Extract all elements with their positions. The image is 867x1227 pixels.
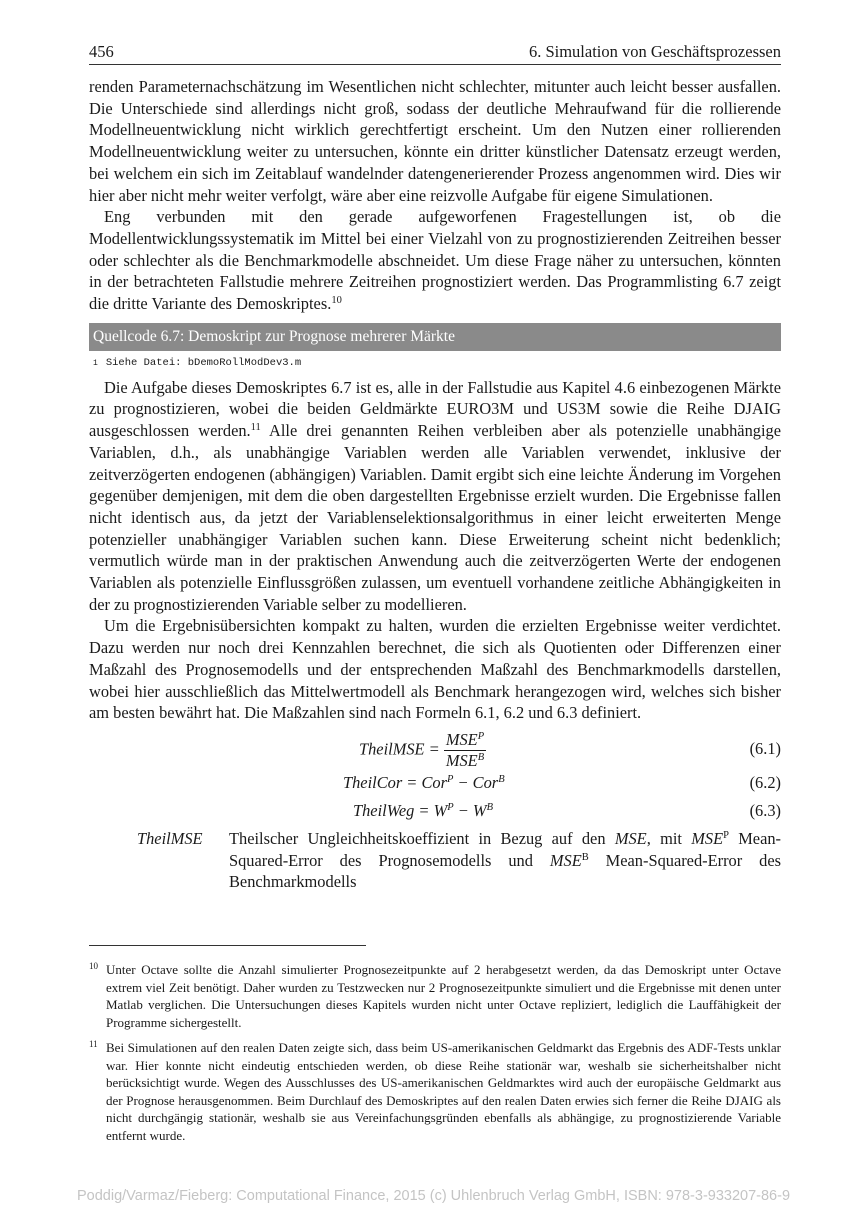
equation-6-1: TheilMSE = $\frac{MSE^P}{MSE^B}$ [359, 729, 485, 770]
paragraph-4: Um die Ergebnisübersichten kompakt zu halten, wurden die erzielten Ergebnisse weiter verdichtet. Dazu werden nur noch drei Kennzahlen berechnet, die sich als Quotienten oder Differenzen einer Maßzahl des Prognosemodells und der entsprechenden Maßzahl des Benchmarkmodells darstellen, wobei hier ausschließlich das Mittelwertmodell als Benchmark herangezogen wird, welches sich bisher am besten bewährt hat. Die Maßzahlen sind nach Formeln 6.1, 6.2 und 6.3 definiert. [89, 616, 781, 723]
footnote-ref-10[interactable]: 10 [331, 295, 342, 307]
main-text [89, 76, 781, 894]
listing-code-line [89, 351, 781, 377]
copyright-footer: Poddig/Varmaz/Fieberg: Computational Finance, 2015 (c) Uhlenbruch Verlag GmbH, ISBN: 978-3-933207-86-9 [76, 1188, 791, 1204]
footnote-text: Unter Octave sollte die Anzahl simulierter Prognosezeitpunkte auf 2 herabgesetzt werden, da das Demoskript unter Octave extrem viel Zeit benötigt. Daher wurden zu Testzwecken nur 2 Prognosezeitpunkte simuliert und die Ergebnisse mit denen unter Matlab verglichen. Die Untersuchungen dieses Kapitels wurden nicht unter Octave repliziert, lediglich die Lauffähigkeit der Programme sichergestellt. [106, 962, 781, 1030]
line-number: 1 [93, 358, 98, 368]
paragraph-2: Eng verbunden mit den gerade aufgeworfenen Fragestellungen ist, ob die Modellentwicklungssystematik im Mittel bei einer Vielzahl von zu prognostizierenden Zeitreihen besser oder schlechter als die Benchmarkmodelle abschneidet. Um diese Frage näher zu untersuchen, könnten in der betrachteten Fallstudie mehrere Zeitreihen prognostiziert werden. Das Programmlisting 6.7 zeigt die dritte Variante des Demoskriptes.$^{10}$ [89, 207, 781, 314]
footnote-mark: 10 [89, 961, 98, 971]
equation-number-6-3: (6.3) [749, 800, 781, 820]
equation-6-2: TheilCor = Cor$^P$ − Cor$^B$ [343, 772, 505, 792]
equation-6-3: TheilWeg = $W^P - W^B$ [353, 800, 493, 820]
footnote-mark: 11 [89, 1039, 98, 1049]
footnote-divider [89, 945, 366, 946]
footnotes [89, 961, 781, 1152]
fraction: $\frac{MSE^P}{MSE^B}$ [445, 729, 485, 770]
equation-number-6-1: (6.1) [749, 738, 781, 758]
footnote-ref-11[interactable]: 11 [250, 422, 261, 434]
equations-block [89, 726, 781, 824]
chapter-title: 6. Simulation von Geschäftsprozessen [528, 42, 781, 61]
equation-number-6-2: (6.2) [749, 772, 781, 792]
definition-term: TheilMSE [137, 828, 203, 848]
page-number: 456 [89, 42, 114, 61]
footnote-text: Bei Simulationen auf den realen Daten zeigte sich, dass beim US-amerikanischen Geldmarkt das Ergebnis des ADF-Tests unklar war. Hier konnte nicht eindeutig entschieden werden, ob diese Reihe stationär war, weshalb sie sicherheitshalber nicht berücksichtigt wurde. Wegen des Ausschlusses des US-amerikanischen Geldmarktes wird auch der europäische Geldmarkt aus der Prognose herausgenommen. Beim Durchlauf des Demoskriptes auf den realen Daten erwies sich ferner die Reihe DJAIG als nicht durchgängig stationär, weshalb sie aus Vereinfachungsgründen ebenfalls als abhängige, zu prognostizierende Variable entfernt wurde. [106, 1040, 781, 1143]
running-header [89, 42, 781, 65]
definition-text: Theilscher Ungleichheitskoeffizient in Bezug auf den MSE, mit $MSE^P$ Mean-Squared-Error des Prognosemodells und $MSE^B$ Mean-Squared-Error des Benchmarkmodells [229, 828, 781, 892]
listing-caption: Quellcode 6.7: Demoskript zur Prognose mehrerer Märkte [89, 323, 781, 351]
footnote-10 [89, 961, 781, 1031]
symbol-definition [89, 828, 781, 894]
paragraph-1: renden Parameternachschätzung im Wesentlichen nicht schlechter, mitunter auch leicht besser ausfallen. Die Unterschiede sind allerdings nicht groß, sodass der deutliche Mehraufwand für die rollierende Modellneuentwicklung nicht wirklich gerechtfertigt erscheint. Um den Nutzen einer rollierenden Modellneuentwicklung weiter zu untersuchen, könnte ein dritter künstlicher Datensatz erzeugt werden, bei welchem ein sich im Zeitablauf wandelnder datengenerierender Prozess angenommen wird. Dies wir hier aber nicht mehr weiter verfolgt, wäre aber eine reizvolle Aufgabe für eigene Simulationen. [89, 77, 781, 205]
code-text: Siehe Datei: bDemoRollModDev3.m [105, 356, 302, 369]
paragraph-3: Die Aufgabe dieses Demoskriptes 6.7 ist es, alle in der Fallstudie aus Kapitel 4.6 einbezogenen Märkte zu prognostizieren, wobei die beiden Geldmärkte EURO3M und US3M sowie die Reihe DJAIG ausgeschlossen werden.$^{11}$ Alle drei genannten Reihen verbleiben aber als potenzielle unabhängige Variablen, d.h., als unabhängige Variablen werden alle Variablen verwendet, inklusive der zeitverzögerten endogenen (abhängigen) Variablen. Damit ergibt sich eine leichte Änderung im Vorgehen gegenüber demjenigen, mit dem die oben dargestellten Ergebnisse erzielt wurden. Die Ergebnisse fallen nicht identisch aus, da jetzt der Variablenselektionsalgorithmus in einer leicht erweiterten Menge potenzieller unabhängiger Variablen suchen kann. Diese Erweiterung scheint nicht bedenklich; vermutlich würde man in der praktischen Anwendung auch die zeitverzögerten Werte der endogenen Variablen als potenzielle Einflussgrößen zulassen, um eventuell vorhandene zeitliche Abhängigkeiten in der zu prognostizierenden Variable selber zu modellieren. [89, 377, 781, 614]
footnote-11 [89, 1039, 781, 1144]
